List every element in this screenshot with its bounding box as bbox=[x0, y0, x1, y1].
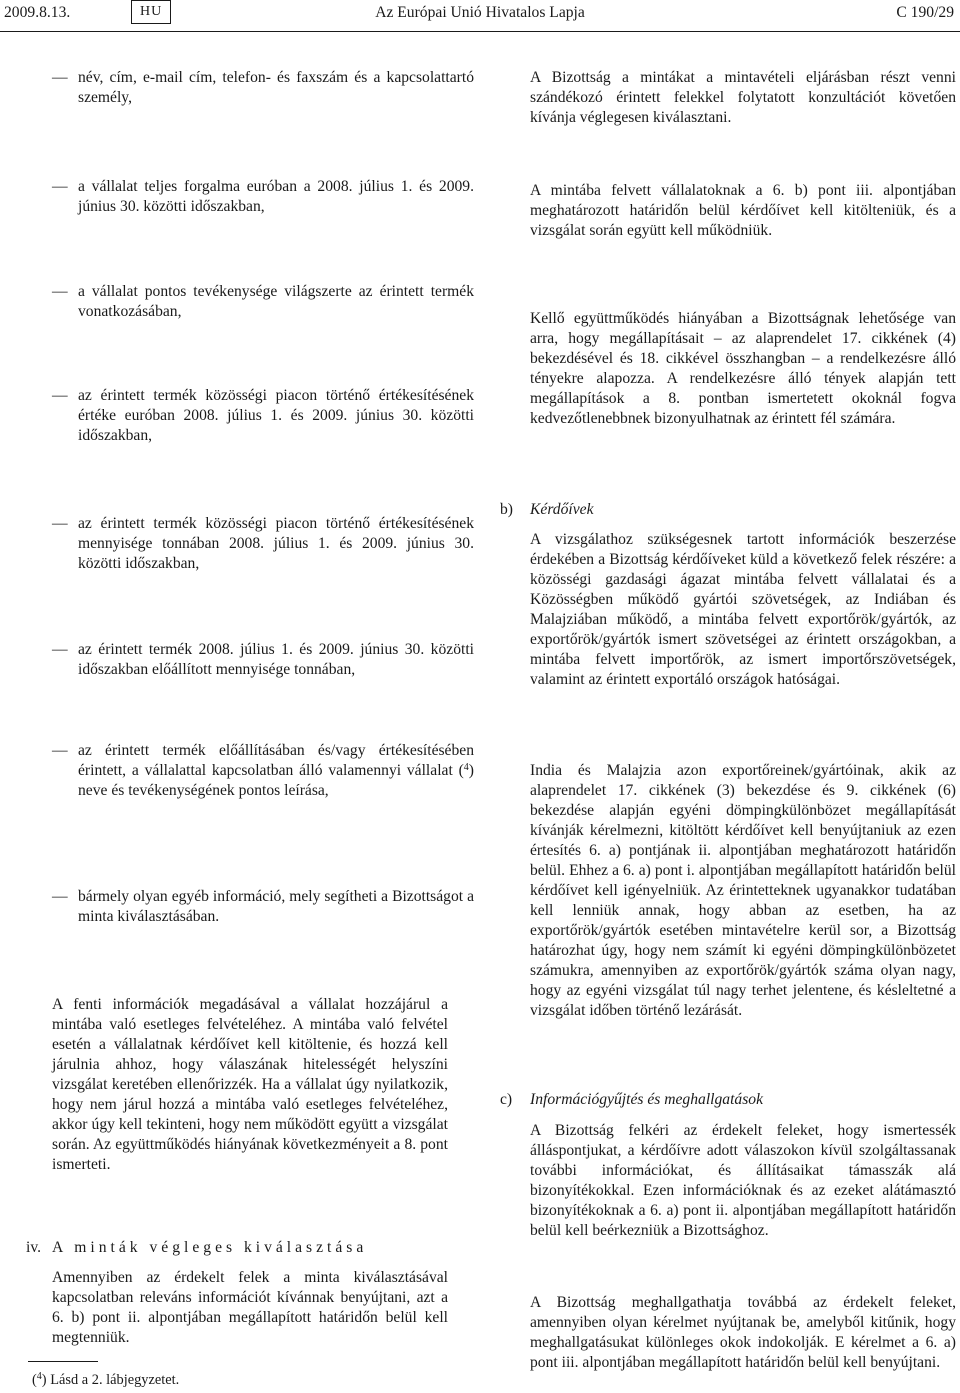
list-item-sales-value: — az érintett termék közösségi piacon történő értékesítésének értéke euróban 2008. július 1. és 2009. június 30. közötti időszakban, bbox=[52, 386, 474, 446]
journal-title: Az Európai Unió Hivatalos Lapja bbox=[375, 4, 585, 21]
footnote: ($^4$) Lásd a 2. lábjegyzetet. bbox=[32, 1371, 180, 1388]
list-item-contact: — név, cím, e-mail cím, telefon- és faxszám és a kapcsolattartó személy, bbox=[52, 68, 474, 108]
header-rule bbox=[0, 31, 960, 32]
language-badge: HU bbox=[131, 0, 171, 24]
section-iv-paragraph: Amennyiben az érdekelt felek a minta kiválasztásával kapcsolatban releváns információt kívánnak benyújtani, azt a 6. b) pont ii. alpontjában megállapított határidőn belül kell megtenniük. bbox=[52, 1269, 448, 1346]
list-item-turnover: — a vállalat teljes forgalma euróban a 2008. július 1. és 2009. június 30. közötti időszakban, bbox=[52, 177, 474, 217]
section-b-number: b) bbox=[500, 501, 513, 518]
list-item-other-info: — bármely olyan egyéb információ, mely segítheti a Bizottságot a minta kiválasztásában. bbox=[52, 887, 474, 927]
section-iv-number: iv. bbox=[26, 1239, 42, 1256]
hearings-paragraph: A Bizottság meghallgathatja továbbá az érdekelt feleket, amennyiben olyan kérelmet nyújtanak be, amelyből kitűnik, hogy meghallgatásukat különleges okok indokolják. E kérelmet a 6. a) pont iii. alpontjában megállapított határidőn belül kell benyújtani. bbox=[530, 1294, 956, 1371]
non-cooperation-paragraph: Kellő együttműködés hiányában a Bizottságnak lehetősége van arra, hogy megállapításait – az alaprendelet 17. cikkének (4) bekezdésével és 18. cikkével összhangban – a rendelkezésre álló tényekre alapozza. A rendelkezésre álló tények alapján tett megállapítások a 8. pontban ismertetett okoknál fogva kedvezőtlenebbnek bizonyulhatnak az érintett fél számára. bbox=[530, 310, 956, 427]
issue-date: 2009.8.13. bbox=[4, 4, 71, 21]
sampled-companies-paragraph: A mintába felvett vállalatoknak a 6. b) pont iii. alpontjában meghatározott határidőn belül kérdőívet kell kitölteniük, és a vizsgálat során együtt kell működniük. bbox=[530, 182, 956, 239]
footnote-rule bbox=[28, 1361, 98, 1362]
section-b-heading: Kérdőívek bbox=[530, 501, 594, 518]
page-number: C 190/29 bbox=[896, 4, 954, 21]
list-item-production: — az érintett termék 2008. július 1. és 2009. június 30. közötti időszakban előállított mennyisége tonnában, bbox=[52, 640, 474, 680]
questionnaires-paragraph: A vizsgálathoz szükségesnek tartott információk beszerzése érdekében a Bizottság kérdőíveket küld a következő felek részére: a közösségi gazdasági ágazat mintába felvett vállalatai és a Közösségben működő gyártói szövetségek, az Indiában és Malajziában működő, a mintába felvett exportőrök/gyártók, az exportőrök/gyártók ismert szövetségei az érintett országokban, a mintába felvett importőrök, az ismert importőrszövetségek, valamint az érintett exportáló országok hatóságai. bbox=[530, 531, 956, 688]
information-collection-paragraph: A Bizottság felkéri az érdekelt feleket, hogy ismertessék álláspontjukat, a kérdőívre adott válaszokon kívül szolgáltassanak további információkat, és állításaikat támasszák alá bizonyítékokkal. Ezen információknak és az ezeket alátámasztó bizonyítékoknak a 6. a) pont ii. alpontjában megállapított határidőn belül kell beérkezniük a Bizottsághoz. bbox=[530, 1122, 956, 1239]
footnote-mark: 4 bbox=[36, 1371, 42, 1382]
page-header bbox=[0, 0, 960, 28]
section-iv-heading: A minták végleges kiválasztása bbox=[52, 1239, 368, 1256]
footnote-ref[interactable]: 4 bbox=[463, 762, 469, 773]
list-item-related-companies: — az érintett termék előállításában és/vagy értékesítésében érintett, a vállalattal kapcsolatban álló valamennyi vállalat ($^4$) neve és tevékenységének pontos leírása, bbox=[52, 741, 474, 801]
footnote-text: Lásd a 2. lábjegyzetet. bbox=[50, 1372, 180, 1388]
section-c-heading: Információgyűjtés és meghallgatások bbox=[530, 1091, 764, 1108]
final-selection-paragraph: A Bizottság a mintákat a mintavételi eljárásban részt venni szándékozó érintett felekkel folytatott konzultációt követően kívánja véglegesen kiválasztani. bbox=[530, 69, 956, 126]
list-item-activity: — a vállalat pontos tevékenysége világszerte az érintett termék vonatkozásában, bbox=[52, 282, 474, 322]
individual-margin-paragraph: India és Malajzia azon exportőreinek/gyártóinak, akik az alaprendelet 17. cikkének (3) bekezdése és 9. cikkének (6) bekezdése alapján egyéni dömpingkülönbözet megállapítását kívánják kérelmezni, kitöltött kérdőívet kell benyújtaniuk az ezen értesítés 6. a) pontjának ii. alpontjában meghatározott határidőn belül. Ehhez a 6. a) pont i. alpontjában megállapított határidőn belül kérdőívet kell igényelniük. Az érintetteknek ugyanakkor tudatában kell lenniük annak, hogy abban az esetben, ha az exportőrök/gyártók esetében mintavételre kerül sor, a Bizottság határozhat úgy, hogy nem számít ki egyéni dömpingkülönbözetet számukra, amennyiben az exportőrök/gyártók száma olyan nagy, hogy az egyéni vizsgálat túl nagy terhet jelentene, és késleltetné a vizsgálat időben történő lezárását. bbox=[530, 762, 956, 1019]
list-item-sales-volume: — az érintett termék közösségi piacon történő értékesítésének mennyisége tonnában 2008. július 1. és 2009. június 30. közötti időszakban, bbox=[52, 514, 474, 574]
section-c-number: c) bbox=[500, 1091, 513, 1108]
sampling-consent-paragraph: A fenti információk megadásával a vállalat hozzájárul a mintába való esetleges felvételéhez. A mintába való felvétel esetén a vállalatnak kérdőívet kell kitöltenie, és hozzá kell járulnia ahhoz, hogy válaszának hitelességét helyszíni vizsgálat keretében ellenőrizzék. Ha a vállalat úgy nyilatkozik, hogy nem járul hozzá a mintába való esetleges felvételéhez, akkor úgy kell tekinteni, hogy nem működött együtt a vizsgálat során. Az együttműködés hiányának következményeit a 8. pont ismerteti. bbox=[52, 996, 448, 1173]
